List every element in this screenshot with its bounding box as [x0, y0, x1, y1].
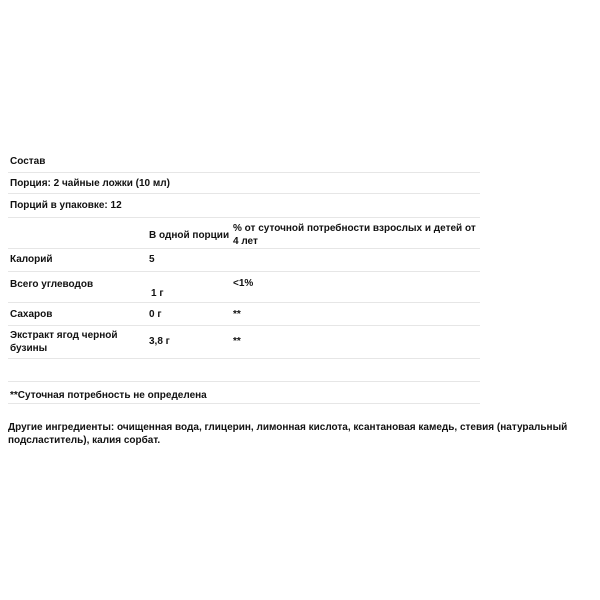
nutrient-daily-value: ** — [233, 309, 241, 320]
nutrient-amount: 1 г — [151, 288, 164, 299]
panel-title: Состав — [8, 151, 480, 173]
nutrient-daily-value: <1% — [233, 278, 254, 289]
nutrient-row — [8, 272, 480, 303]
nutrient-amount: 3,8 г — [149, 336, 170, 347]
nutrient-name: Экстракт ягод черной бузины — [10, 330, 118, 354]
spacer-row — [8, 359, 480, 382]
nutrient-daily-value — [231, 249, 480, 271]
nutrient-row — [8, 326, 480, 359]
nutrient-name: Сахаров — [10, 309, 53, 320]
supplement-facts-panel — [8, 151, 480, 404]
daily-value-header: % от суточной потребности взрослых и детей от 4 лет — [233, 223, 476, 247]
header-empty-cell — [8, 218, 147, 248]
per-serving-header: В одной порции — [149, 230, 230, 241]
nutrient-row — [8, 249, 480, 272]
serving-size: Порция: 2 чайные ложки (10 мл) — [8, 173, 480, 194]
column-header-row — [8, 218, 480, 249]
servings-per-container: Порций в упаковке: 12 — [8, 194, 480, 218]
nutrient-name: Всего углеводов — [10, 279, 94, 290]
daily-value-footnote: **Суточная потребность не определена — [8, 382, 480, 404]
nutrient-daily-value: ** — [233, 336, 241, 347]
nutrient-name: Калорий — [10, 254, 53, 265]
nutrient-amount: 5 — [149, 254, 155, 265]
other-ingredients: Другие ингредиенты: очищенная вода, глицерин, лимонная кислота, ксантановая камедь, стевия (натуральный подсластитель), калия сорбат. — [8, 422, 568, 446]
nutrient-amount: 0 г — [149, 309, 162, 320]
nutrient-row — [8, 303, 480, 326]
